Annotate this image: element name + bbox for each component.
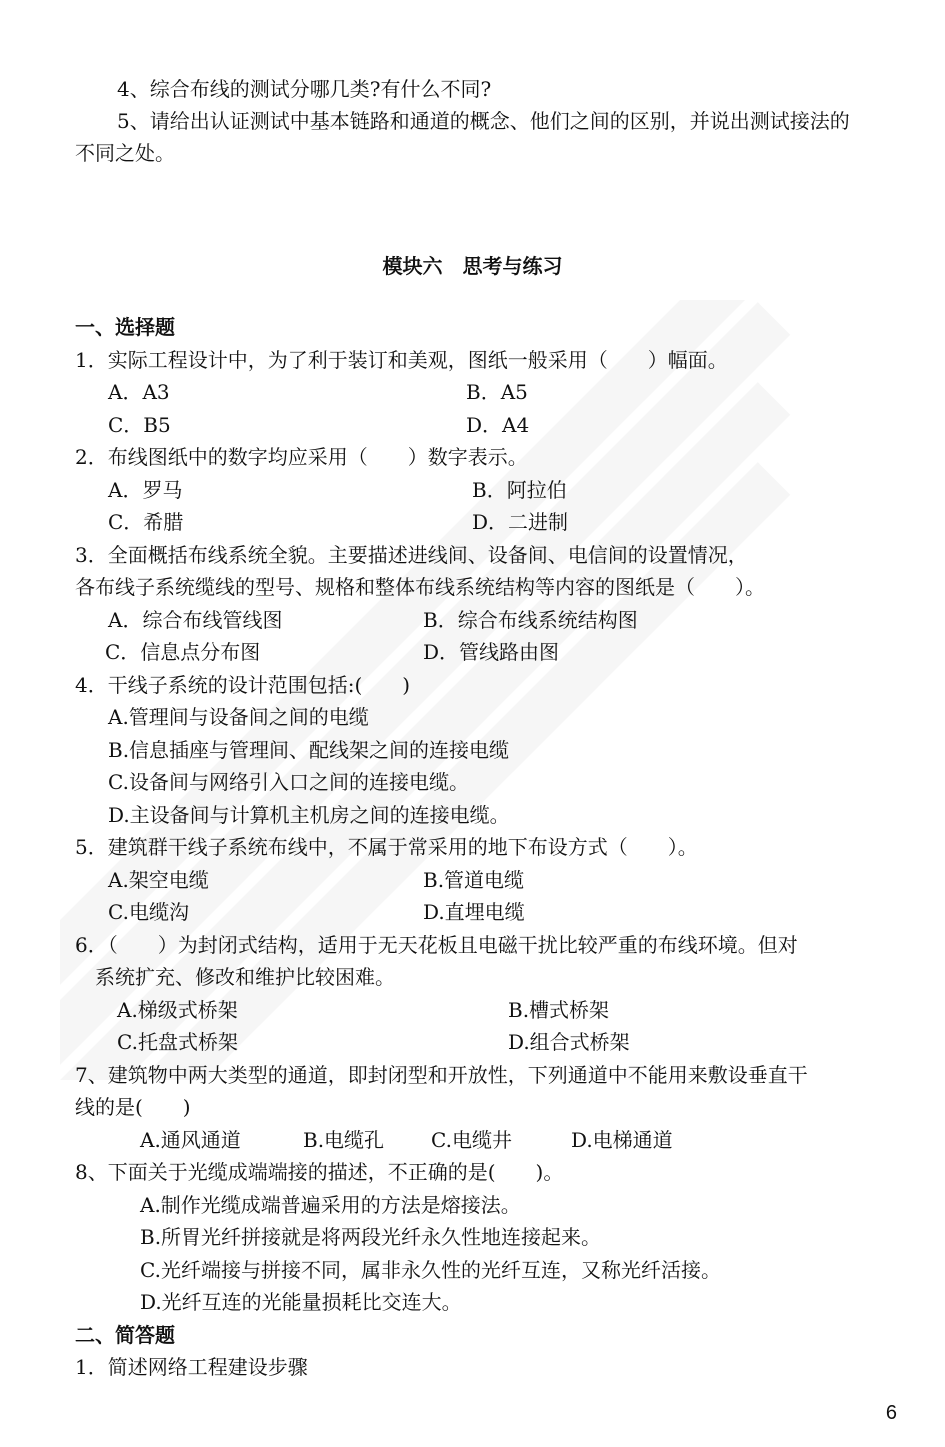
- q7-stem-line2: 线的是( ): [75, 1095, 191, 1119]
- q1-stem: 1．实际工程设计中，为了利于装订和美观，图纸一般采用（ ）幅面。: [75, 348, 728, 372]
- section-heading-choice: 一、选择题: [75, 315, 175, 339]
- q7-stem-line1: 7、建筑物中两大类型的通道，即封闭型和开放性，下列通道中不能用来敷设垂直干: [75, 1063, 808, 1087]
- q1-option-b: B．A5: [466, 380, 528, 404]
- q4-option-b: B.信息插座与管理间、配线架之间的连接电缆: [108, 738, 510, 762]
- q8-option-b: B.所胃光纤拼接就是将两段光纤永久性地连接起来。: [140, 1225, 602, 1249]
- question-5-line2: 不同之处。: [75, 141, 175, 165]
- q5-option-c: C.电缆沟: [108, 900, 189, 924]
- q8-option-a: A.制作光缆成端普遍采用的方法是熔接法。: [140, 1193, 521, 1217]
- q7-option-b: B.电缆孔: [303, 1128, 385, 1152]
- q2-option-c: C．希腊: [108, 510, 184, 534]
- q2-option-a: A．罗马: [108, 478, 183, 502]
- section-heading-short-answer: 二、简答题: [75, 1323, 175, 1347]
- q7-option-a: A.通风通道: [140, 1128, 241, 1152]
- q8-option-c: C.光纤端接与拼接不同，属非永久性的光纤互连，又称光纤活接。: [140, 1258, 721, 1282]
- q5-stem: 5．建筑群干线子系统布线中，不属于常采用的地下布设方式（ ）。: [75, 835, 698, 859]
- q6-option-b: B.槽式桥架: [508, 998, 610, 1022]
- module-title: 模块六 思考与练习: [382, 254, 563, 278]
- q6-option-c: C.托盘式桥架: [117, 1030, 238, 1054]
- q3-option-a: A．综合布线管线图: [108, 608, 283, 632]
- short-answer-q1: 1．简述网络工程建设步骤: [75, 1355, 308, 1379]
- q6-option-d: D.组合式桥架: [508, 1030, 630, 1054]
- q3-option-b: B．综合布线系统结构图: [423, 608, 638, 632]
- q8-stem: 8、下面关于光缆成端端接的描述，不正确的是( )。: [75, 1160, 564, 1184]
- q4-option-a: A.管理间与设备间之间的电缆: [108, 705, 369, 729]
- question-4: 4、综合布线的测试分哪几类?有什么不同?: [117, 77, 492, 101]
- q4-stem: 4．干线子系统的设计范围包括:( ): [75, 673, 411, 697]
- q3-option-d: D．管线路由图: [423, 640, 560, 664]
- q4-option-d: D.主设备间与计算机主机房之间的连接电缆。: [108, 803, 510, 827]
- q5-option-a: A.架空电缆: [108, 868, 209, 892]
- q3-stem-line1: 3．全面概括布线系统全貌。主要描述进线间、设备间、电信间的设置情况，: [75, 543, 748, 567]
- q5-option-b: B.管道电缆: [423, 868, 525, 892]
- q7-option-c: C.电缆井: [431, 1128, 512, 1152]
- q6-stem-line1: 6．（ ）为封闭式结构，适用于无天花板且电磁干扰比较严重的布线环境。但对: [75, 933, 798, 957]
- q1-option-c: C．B5: [108, 413, 171, 437]
- q2-option-d: D．二进制: [472, 510, 569, 534]
- q6-option-a: A.梯级式桥架: [117, 998, 238, 1022]
- q2-option-b: B．阿拉伯: [472, 478, 567, 502]
- q2-stem: 2．布线图纸中的数字均应采用（ ）数字表示。: [75, 445, 528, 469]
- q1-option-d: D．A4: [466, 413, 530, 437]
- q5-option-d: D.直埋电缆: [423, 900, 525, 924]
- q4-option-c: C.设备间与网络引入口之间的连接电缆。: [108, 770, 469, 794]
- q6-stem-line2: 系统扩充、修改和维护比较困难。: [95, 965, 395, 989]
- q7-option-d: D.电梯通道: [571, 1128, 673, 1152]
- page-number: 6: [885, 1402, 897, 1424]
- q8-option-d: D.光纤互连的光能量损耗比交连大。: [140, 1290, 462, 1314]
- q3-option-c: C．信息点分布图: [105, 640, 261, 664]
- q3-stem-line2: 各布线子系统缆线的型号、规格和整体布线系统结构等内容的图纸是（ ）。: [75, 575, 765, 599]
- q1-option-a: A．A3: [108, 380, 170, 404]
- question-5-line1: 5、请给出认证测试中基本链路和通道的概念、他们之间的区别，并说出测试接法的: [117, 109, 850, 133]
